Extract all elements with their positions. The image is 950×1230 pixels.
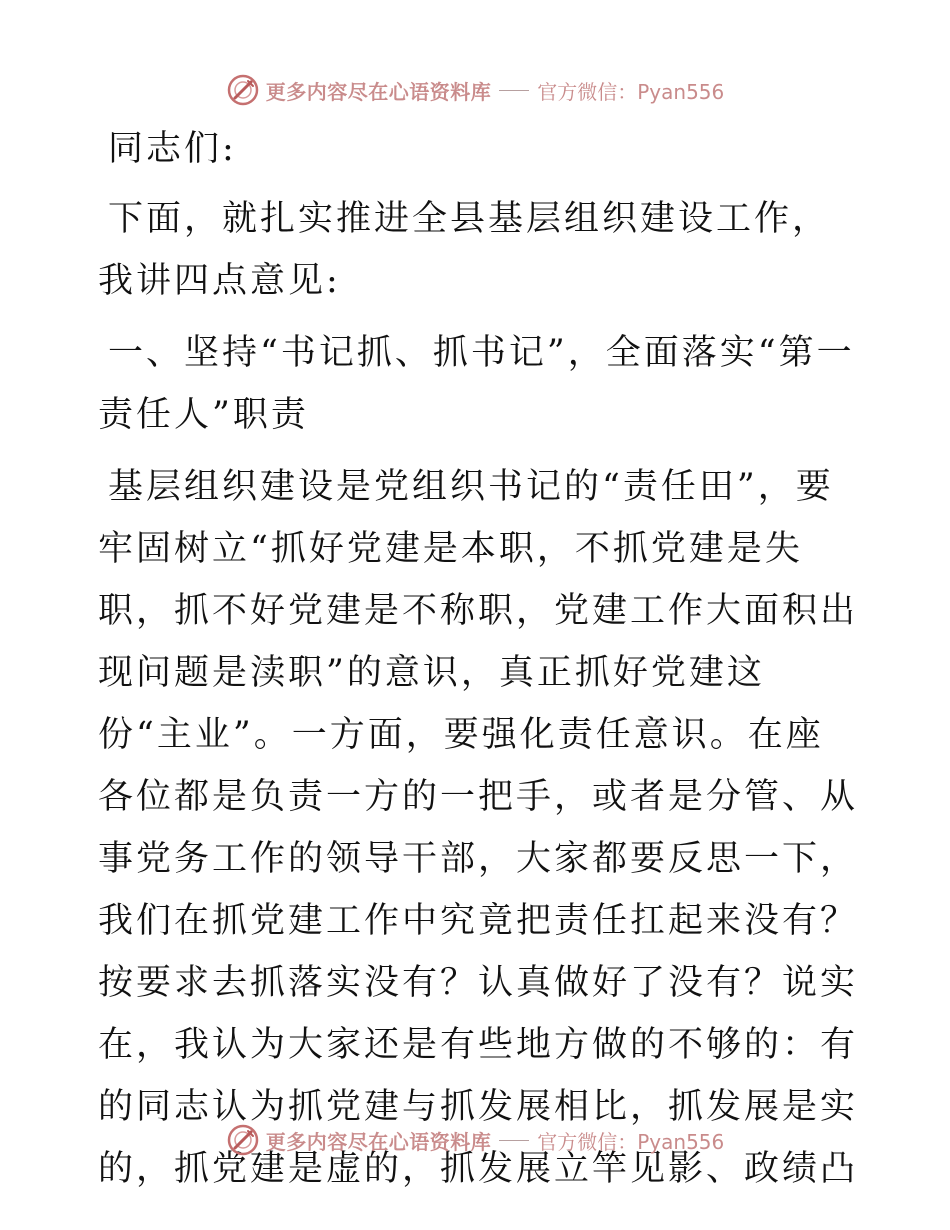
intro-paragraph: 下面，就扎实推进全县基层组织建设工作，我讲四点意见: (98, 199, 831, 301)
watermark-wechat-id: Pyan556 (637, 79, 725, 104)
watermark-brand: 更多内容尽在心语资料库 (265, 79, 492, 104)
watermark-wechat-id: Pyan556 (637, 1129, 725, 1154)
salutation: 同志们: (108, 129, 237, 169)
header-watermark (0, 70, 950, 110)
watermark-wechat-label: 官方微信： (537, 79, 638, 104)
watermark-separator (499, 90, 529, 91)
watermark-wechat (537, 1126, 724, 1155)
watermark-wechat (537, 76, 724, 105)
seal-logo-icon (226, 73, 260, 107)
watermark-separator (499, 1140, 529, 1141)
watermark-wechat-label: 官方微信： (537, 1129, 638, 1154)
seal-logo-icon (226, 1123, 260, 1157)
section-heading: 一、坚持“书记抓、抓书记”，全面落实“第一责任人”职责 (98, 333, 855, 435)
document-body (98, 118, 858, 1210)
body-paragraph: 基层组织建设是党组织书记的“责任田”，要牢固树立“抓好党建是本职，不抓党建是失职，抓不好党建是不称职，党建工作大面积出现问题是渎职”的意识，真正抓好党建这份“主业”。一方面，要强化责任意识。在座各位都是负责一方的一把手，或者是分管、从事党务工作的领导干部，大家都要反思一下，我们在抓党建工作中究竟把责任扛起来没有？按要求去抓落实没有？认真做好了没有？说实在，我认为大家还是有些地方做的不够的：有的同志认为抓党建与抓发展相比，抓发展是实的，抓党建是虚的，抓发展立竿见影、政绩凸 (98, 467, 859, 1189)
footer-watermark (0, 1120, 950, 1160)
watermark-brand: 更多内容尽在心语资料库 (265, 1129, 492, 1154)
